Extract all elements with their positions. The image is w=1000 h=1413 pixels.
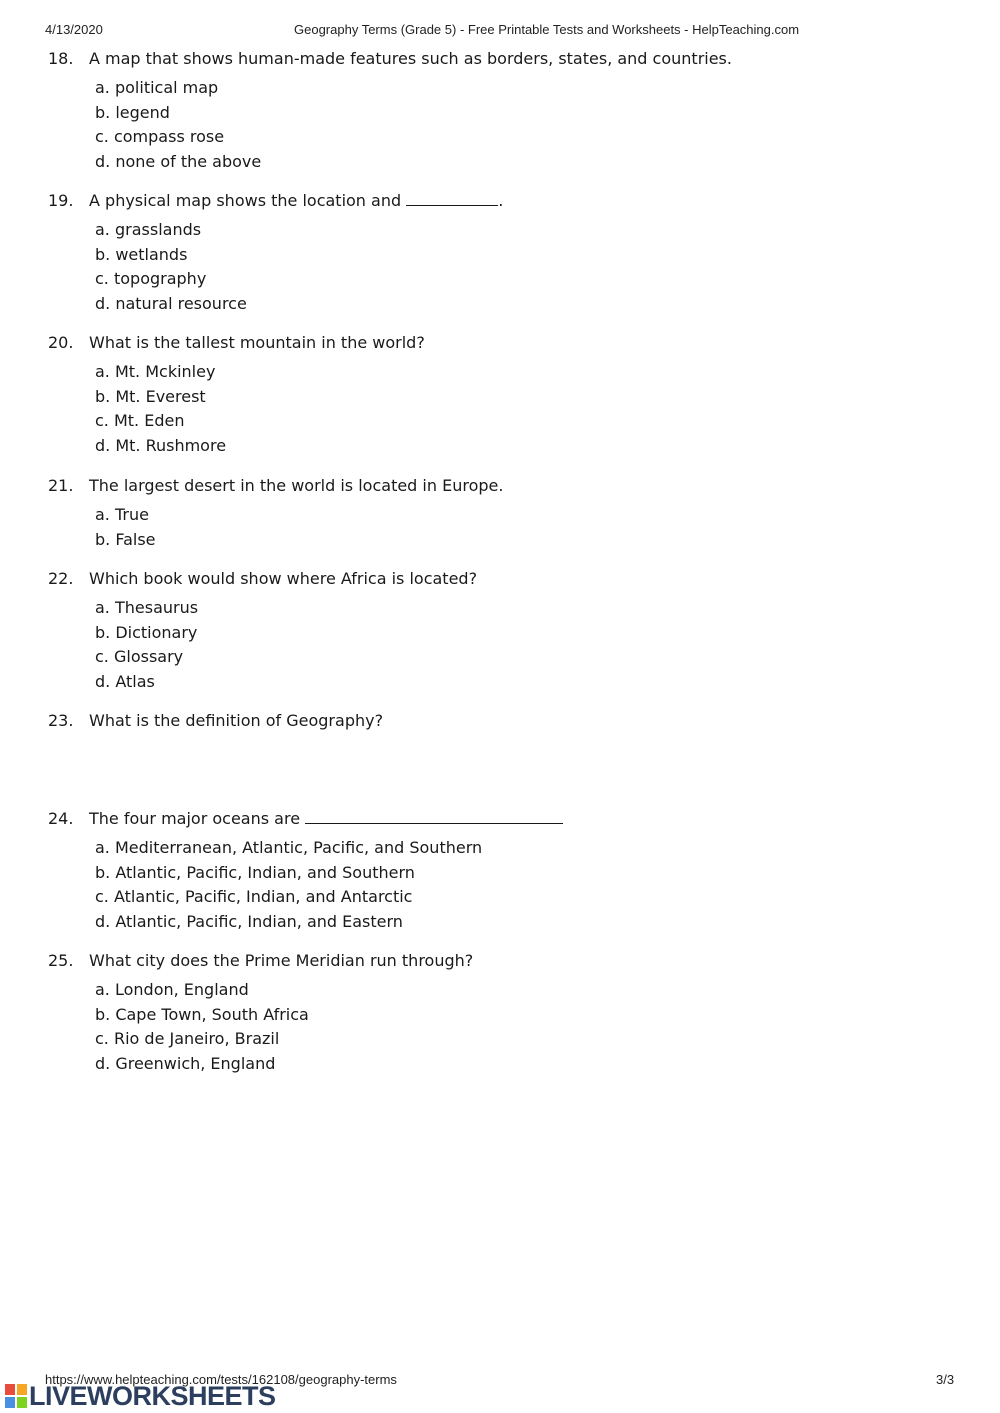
option-a[interactable]: a. Mediterranean, Atlantic, Pacific, and Southern: [95, 838, 483, 857]
question-text: What is the tallest mountain in the world?: [89, 333, 425, 352]
option-a[interactable]: a. Mt. Mckinley: [95, 362, 216, 381]
page-number: 3/3: [936, 1372, 955, 1387]
question-number: 22.: [48, 569, 74, 588]
option-c[interactable]: c. topography: [95, 269, 207, 288]
question-22: [48, 569, 948, 696]
answer-blank[interactable]: [305, 809, 563, 824]
option-d[interactable]: d. Mt. Rushmore: [95, 435, 227, 455]
option-a[interactable]: a. True: [95, 505, 149, 524]
question-number: 25.: [48, 951, 74, 970]
question-text: Which book would show where Africa is located?: [89, 569, 478, 588]
question-text: What city does the Prime Meridian run through?: [89, 951, 474, 970]
question-text: The four major oceans are: [89, 809, 301, 828]
answer-blank[interactable]: [406, 191, 498, 206]
option-a[interactable]: a. grasslands: [95, 220, 202, 239]
liveworksheets-logo[interactable]: [5, 1380, 276, 1411]
question-number: 19.: [48, 191, 74, 210]
answer-options: [95, 220, 948, 318]
answer-options: [95, 598, 948, 696]
option-d[interactable]: d. Atlantic, Pacific, Indian, and Eastern: [95, 911, 403, 931]
question-20: [48, 333, 948, 460]
option-d[interactable]: d. Atlas: [95, 671, 155, 691]
answer-options: [95, 838, 948, 936]
option-d[interactable]: d. none of the above: [95, 151, 262, 171]
question-text: The largest desert in the world is located in Europe.: [89, 476, 504, 495]
option-b[interactable]: b. False: [95, 529, 156, 549]
answer-options: [95, 78, 948, 176]
question-18: [48, 49, 948, 176]
option-a[interactable]: a. London, England: [95, 980, 249, 999]
question-number: 20.: [48, 333, 74, 352]
answer-options: [95, 980, 948, 1078]
print-date: 4/13/2020: [45, 22, 103, 37]
question-text: A map that shows human-made features such as borders, states, and countries.: [89, 49, 732, 68]
option-b[interactable]: b. legend: [95, 102, 170, 122]
question-19: [48, 191, 948, 318]
option-d[interactable]: d. natural resource: [95, 293, 247, 313]
option-c[interactable]: c. Rio de Janeiro, Brazil: [95, 1029, 280, 1048]
question-number: 24.: [48, 809, 74, 828]
option-a[interactable]: a. Thesaurus: [95, 598, 199, 617]
option-b[interactable]: b. wetlands: [95, 244, 188, 264]
question-number: 21.: [48, 476, 74, 495]
question-text: What is the definition of Geography?: [89, 711, 384, 730]
page-header-title: Geography Terms (Grade 5) - Free Printable Tests and Worksheets - HelpTeaching.com: [294, 22, 800, 37]
answer-options: [95, 362, 948, 460]
option-b[interactable]: b. Atlantic, Pacific, Indian, and Southern: [95, 862, 415, 882]
option-c[interactable]: c. Atlantic, Pacific, Indian, and Antarctic: [95, 887, 413, 906]
question-number: 23.: [48, 711, 74, 730]
question-21: [48, 476, 948, 554]
option-c[interactable]: c. compass rose: [95, 127, 225, 146]
option-b[interactable]: b. Dictionary: [95, 622, 198, 642]
option-b[interactable]: b. Cape Town, South Africa: [95, 1004, 309, 1024]
liveworksheets-logo-text: LIVEWORKSHEETS: [29, 1380, 276, 1411]
option-a[interactable]: a. political map: [95, 78, 219, 97]
question-25: [48, 951, 948, 1078]
question-24: [48, 809, 948, 936]
question-text-end: .: [498, 191, 504, 210]
answer-options: [95, 505, 948, 554]
question-text: A physical map shows the location and: [89, 191, 402, 210]
option-c[interactable]: c. Mt. Eden: [95, 411, 185, 430]
liveworksheets-logo-icon: [5, 1384, 27, 1408]
option-c[interactable]: c. Glossary: [95, 647, 184, 666]
option-d[interactable]: d. Greenwich, England: [95, 1053, 276, 1073]
option-b[interactable]: b. Mt. Everest: [95, 386, 206, 406]
footer-url[interactable]: https://www.helpteaching.com/tests/162108/geography-terms: [45, 1372, 397, 1387]
question-number: 18.: [48, 49, 74, 68]
question-23: [48, 711, 948, 731]
